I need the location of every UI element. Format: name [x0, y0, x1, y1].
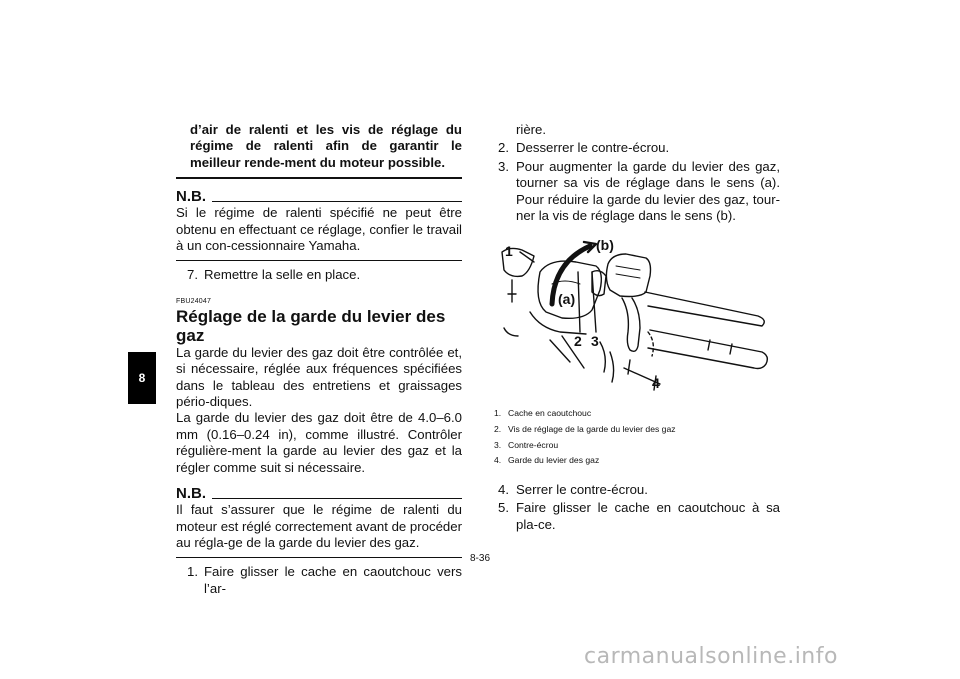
section-code: FBU24047: [176, 297, 212, 305]
step-text: Remettre la selle en place.: [204, 267, 361, 283]
master-cylinder: [606, 254, 650, 297]
note-title: N.B.: [176, 485, 206, 503]
warning-continuation: d’air de ralenti et les vis de réglage du régime de ralenti afin de garantir le meilleur rende-ment du moteur possible.: [190, 122, 462, 170]
figure-label-a: (a): [558, 291, 576, 307]
left-column: [176, 122, 462, 597]
step-item: [498, 482, 780, 498]
step-number: 7.: [187, 267, 198, 283]
throttle-lever-illustration: [500, 232, 785, 400]
note-header: [176, 189, 462, 205]
step-item: [498, 500, 780, 533]
step-item: [498, 159, 780, 225]
step-number: 3.: [498, 158, 509, 174]
step-text: rière.: [516, 122, 547, 137]
step-number: 5.: [498, 500, 509, 516]
note-end-rule: [176, 557, 462, 558]
step-text: Pour augmenter la garde du levier des gaz, tourner sa vis de réglage dans le sens (a). Pour réduire la garde du levier des gaz, tour-ner la vis de réglage dans le sens (b).: [516, 158, 780, 224]
figure-label-1: 1: [505, 243, 513, 259]
note-title: N.B.: [176, 188, 206, 206]
note-text: Il faut s’assurer que le régime de ralenti du moteur est réglé correctement avant de procéder au régla-ge de la garde du levier des gaz.: [176, 502, 462, 550]
caption-text: Vis de réglage de la garde du levier des gaz: [508, 423, 676, 434]
caption-item: [494, 453, 784, 469]
step-text: Faire glisser le cache en caoutchouc à sa pla-ce.: [516, 500, 780, 532]
caption-number: 3.: [494, 439, 502, 450]
watermark: carmanualsonline.info: [584, 644, 838, 669]
figure-label-3: 3: [591, 333, 599, 349]
figure-label-2: 2: [574, 333, 582, 349]
free-play-ghost: [648, 332, 653, 356]
step-number: 2.: [498, 140, 509, 156]
caption-text: Cache en caoutchouc: [508, 408, 592, 418]
caption-item: [494, 406, 784, 422]
paragraph: La garde du levier des gaz doit être de 4.0–6.0 mm (0.16–0.24 in), comme illustré. Contrôler régulière-ment la garde au levier des gaz et la régler comme suit si nécessaire.: [176, 410, 462, 475]
step-number: 4.: [498, 482, 509, 497]
step-item: [498, 140, 780, 156]
caption-text: Garde du levier des gaz: [508, 455, 600, 466]
step-item: [498, 122, 780, 138]
chapter-tab: 8: [128, 352, 156, 404]
note-header-rule: [212, 201, 462, 202]
handlebar-tube: [645, 292, 764, 326]
caption-item: [494, 422, 784, 438]
throttle-lever: [622, 298, 640, 351]
caption-number: 4.: [494, 455, 502, 466]
page-number: 8-36: [469, 553, 490, 564]
step-text: Faire glisser le cache en caoutchouc vers l’ar-: [204, 564, 462, 596]
step-text: Serrer le contre-écrou.: [516, 482, 648, 497]
note-text: Si le régime de ralenti spécifié ne peut être obtenu en effectuant ce réglage, confier le travail à un con-cessionnaire Yamaha.: [176, 205, 462, 254]
paragraph: La garde du levier des gaz doit être contrôlée et, si nécessaire, réglée aux fréquences spécifiées dans le tableau des entretiens et graissages pério-diques.: [176, 344, 462, 410]
right-column: [498, 122, 780, 224]
step-item: [176, 267, 462, 283]
figure-label-4: 4: [652, 375, 660, 391]
step-text: Desserrer le contre-écrou.: [516, 140, 670, 156]
caption-text: Contre-écrou: [508, 439, 559, 450]
step-number: 1.: [187, 564, 198, 580]
figure-label-b: (b): [596, 237, 614, 253]
caption-item: [494, 438, 784, 454]
caption-number: 2.: [494, 423, 502, 434]
note-header-rule: [212, 498, 462, 499]
caption-number: 1.: [494, 408, 502, 418]
step-number: [498, 122, 516, 138]
note-header: [176, 486, 462, 502]
warning-end-rule: [176, 177, 462, 179]
note-end-rule: [176, 260, 462, 261]
step-item: [176, 564, 462, 597]
figure-captions: [494, 406, 784, 469]
lower-steps: [498, 482, 780, 533]
section-title: Réglage de la garde du levier des gaz: [176, 306, 446, 345]
